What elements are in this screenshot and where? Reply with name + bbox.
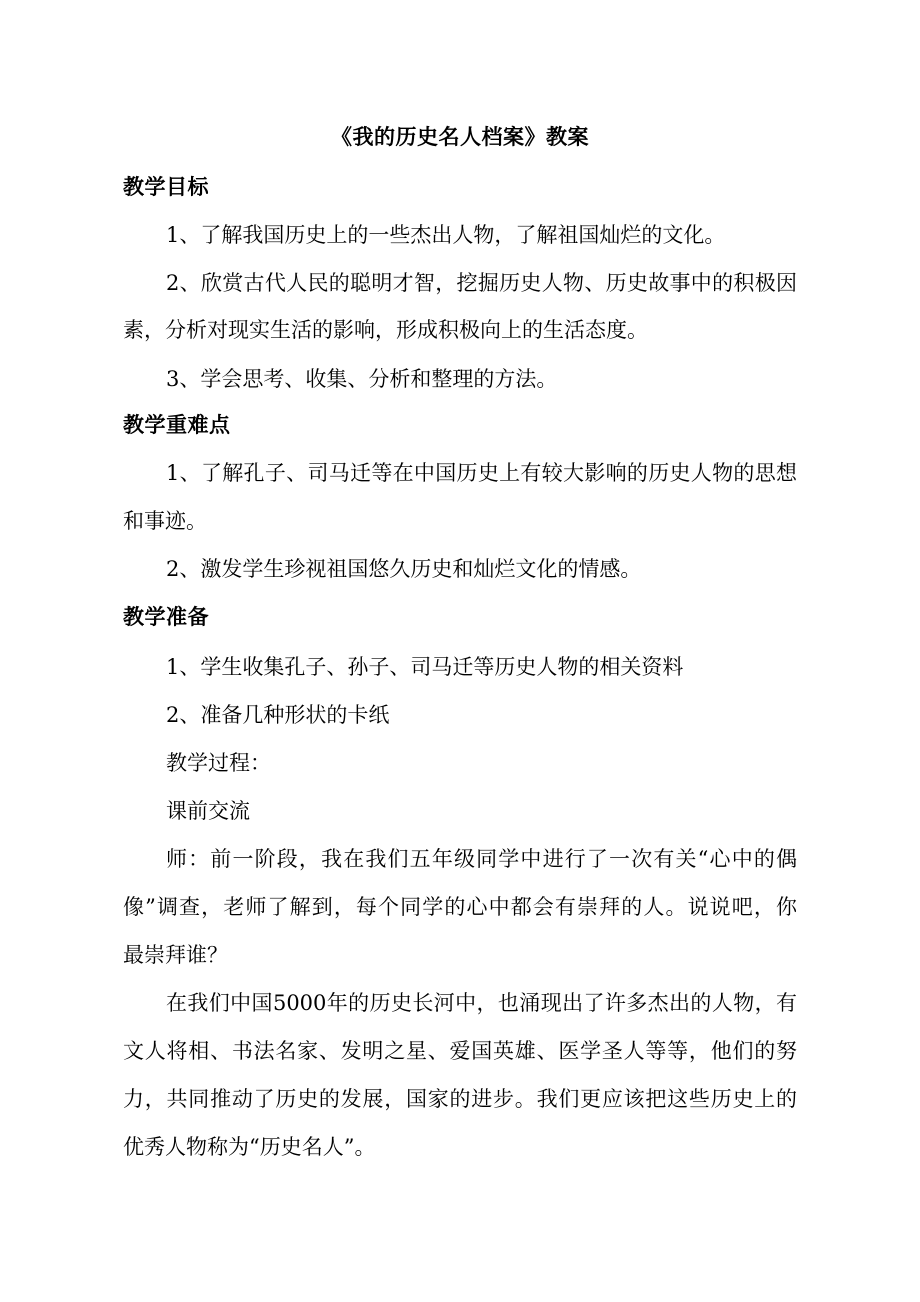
section-heading-preparation: 教学准备 <box>123 604 209 629</box>
goal-line-1: 1、了解我国历史上的一些杰出人物，了解祖国灿烂的文化。 <box>166 223 726 247</box>
goal-line-3: 3、学会思考、收集、分析和整理的方法。 <box>166 367 558 391</box>
prep-line-2: 2、准备几种形状的卡纸 <box>166 703 390 727</box>
key-point-line-1-cont: 和事迹。 <box>123 509 207 533</box>
teacher-line-2: 像”调查，老师了解到，每个同学的心中都会有崇拜的人。说说吧，你 <box>123 895 797 919</box>
history-line-1: 在我们中国5000年的历史长河中，也涌现出了许多杰出的人物，有 <box>166 991 797 1015</box>
section-heading-goals: 教学目标 <box>123 174 209 199</box>
document-title: 《我的历史名人档案》教案 <box>331 124 589 149</box>
goal-line-2: 2、欣赏古代人民的聪明才智，挖掘历史人物、历史故事中的积极因 <box>166 271 797 295</box>
history-line-2: 文人将相、书法名家、发明之星、爱国英雄、医学圣人等等，他们的努 <box>123 1039 797 1063</box>
history-line-3: 力，共同推动了历史的发展，国家的进步。我们更应该把这些历史上的 <box>123 1087 797 1111</box>
key-point-line-2: 2、激发学生珍视祖国悠久历史和灿烂文化的情感。 <box>166 557 642 581</box>
process-label: 教学过程： <box>166 751 271 775</box>
teacher-line-3: 最崇拜谁？ <box>123 943 228 967</box>
teacher-line-1: 师：前一阶段，我在我们五年级同学中进行了一次有关“心中的偶 <box>166 847 797 871</box>
prep-line-1: 1、学生收集孔子、孙子、司马迁等历史人物的相关资料 <box>166 655 684 679</box>
key-point-line-1: 1、了解孔子、司马迁等在中国历史上有较大影响的历史人物的思想 <box>166 461 797 485</box>
section-heading-key-points: 教学重难点 <box>123 412 231 437</box>
pre-class-label: 课前交流 <box>166 799 250 823</box>
history-line-4: 优秀人物称为“历史名人”。 <box>123 1135 376 1159</box>
goal-line-2-cont: 素，分析对现实生活的影响，形成积极向上的生活态度。 <box>123 318 648 342</box>
